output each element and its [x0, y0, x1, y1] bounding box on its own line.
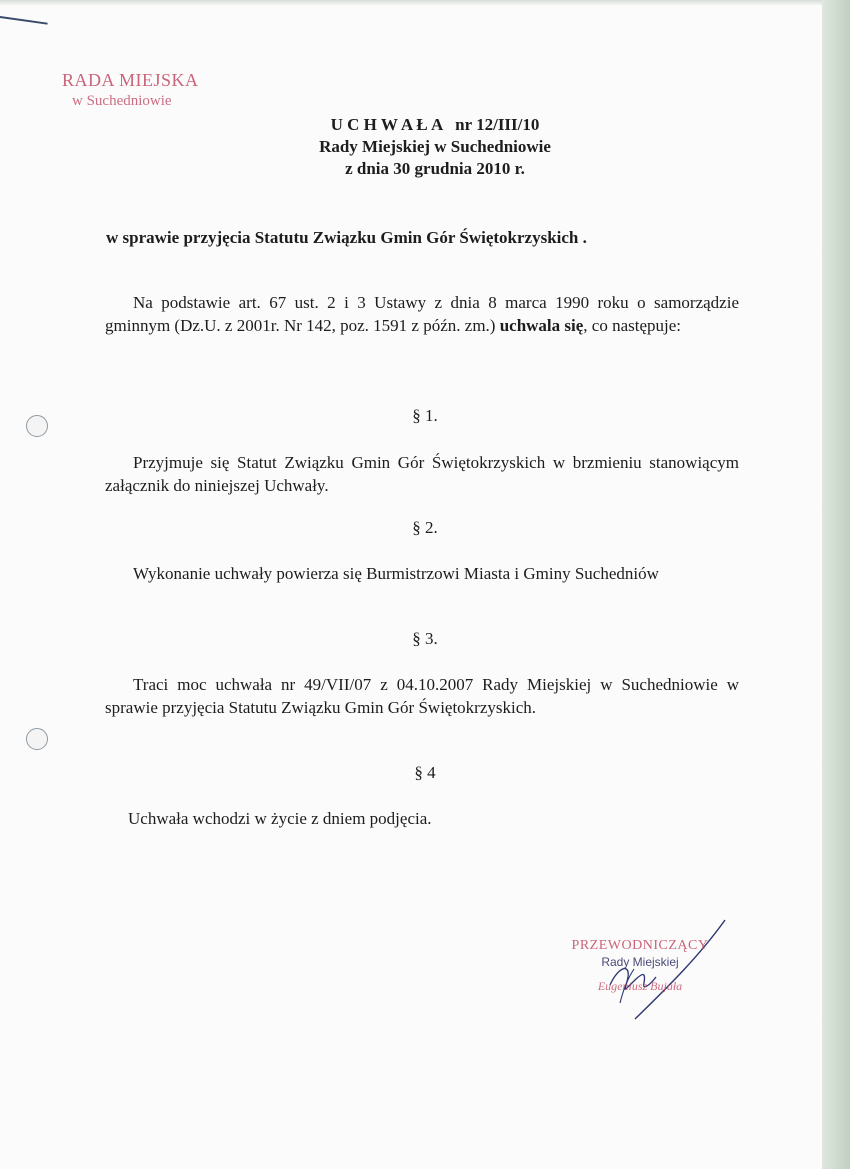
preamble-text: Na podstawie art. 67 ust. 2 i 3 Ustawy z dnia 8 marca 1990 roku o samorządzie gminnym (Dz.U. z 2001r. Nr 142, poz. 1591 z późn. zm.) — [105, 293, 739, 335]
resolution-header — [250, 114, 620, 180]
chairman-stamp — [560, 938, 720, 994]
resolution-title: U C H W A Ł A nr 12/III/10 — [330, 115, 540, 134]
section-body-4: Uchwała wchodzi w życie z dniem podjęcia. — [128, 809, 432, 828]
section-body-2: Wykonanie uchwały powierza się Burmistrzowi Miasta i Gminy Suchedniów — [133, 564, 659, 583]
preamble-bold: uchwala się — [499, 316, 584, 335]
council-stamp — [62, 70, 199, 110]
stamp-line-1: RADA MIEJSKA — [62, 70, 199, 90]
preamble — [105, 291, 739, 337]
punch-hole-bottom — [26, 728, 48, 750]
section-body-1: Przyjmuje się Statut Związku Gmin Gór Świętokrzyskich w brzmieniu stanowiącym załącznik do niniejszej Uchwały. — [105, 453, 739, 495]
section-mark-2: § 2. — [412, 518, 438, 537]
section-text-2 — [105, 562, 739, 585]
stamp-line-2: w Suchedniowie — [72, 93, 172, 109]
pen-mark — [0, 16, 48, 25]
section-mark-4: § 4 — [414, 763, 436, 782]
section-text-3 — [105, 673, 739, 719]
section-mark-3: § 3. — [412, 629, 438, 648]
chairman-name: Eugeniusz Bujała — [597, 979, 683, 993]
section-text-1 — [105, 451, 739, 497]
section-mark-1: § 1. — [412, 406, 438, 425]
scan-top-shadow — [0, 0, 850, 6]
preamble-tail: , co następuje: — [583, 316, 682, 335]
resolution-issuer: Rady Miejskiej w Suchedniowie — [319, 137, 551, 156]
chairman-council: Rady Miejskiej — [601, 955, 679, 969]
section-text-4 — [128, 807, 748, 830]
resolution-subject: w sprawie przyjęcia Statutu Związku Gmin Gór Świętokrzyskich . — [106, 228, 587, 247]
chairman-title: PRZEWODNICZĄCY — [571, 938, 709, 953]
section-body-3: Traci moc uchwała nr 49/VII/07 z 04.10.2007 Rady Miejskiej w Suchedniowie w sprawie przyjęcia Statutu Związku Gmin Gór Świętokrzyskich. — [105, 675, 739, 717]
resolution-date: z dnia 30 grudnia 2010 r. — [345, 159, 525, 178]
scan-right-edge — [822, 0, 850, 1169]
